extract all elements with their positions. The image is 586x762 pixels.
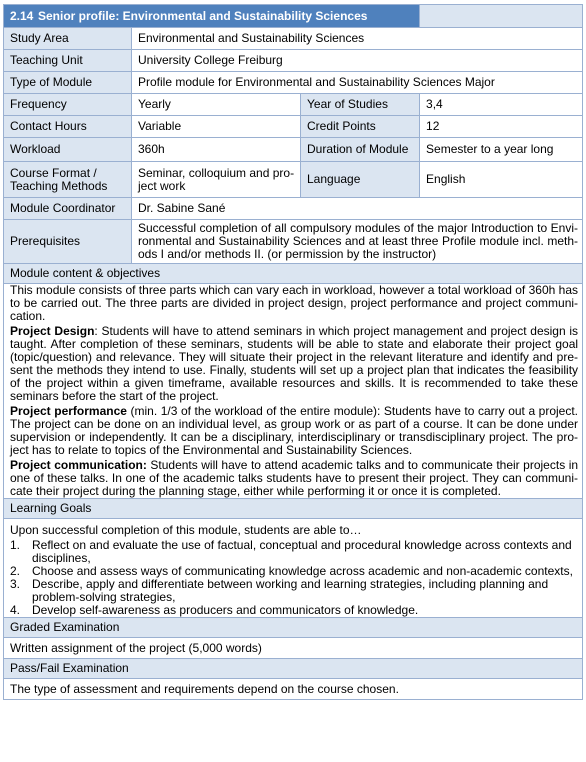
project-design-text: : Students will have to attend seminars in which project management and project design is taught. After completion of these seminars, students will be able to state and elaborate their project goal (topic/question) and relevance. They will situate their project in the relevant literature and identify and pre-sent the methods they intend to use. Finally, students will set up a project plan that indicates the feasibility of the project within a given timeframe, available resources and skills. It is recommended to take these seminars before the start of the project.	[10, 324, 579, 403]
row-goals-body	[4, 519, 583, 618]
row-study-area	[4, 28, 583, 50]
prerequisites-label: Prerequisites	[4, 220, 132, 264]
project-performance-text: (min. 1/3 of the workload of the entire module): Students have to carry out a project. The project can be done on an individual level, as group work or as part of a course. It can be done under supervision or independently. It can be a disciplinary, interdisciplinary or transdisciplinary project. The pro-ject has to relate to topics of the Environmental and Sustainability Sciences.	[10, 404, 579, 457]
prerequisites-value: Successful completion of all compulsory modules of the major Introduction to Envi-ronmental and Sustainability Sciences and at least three Profile module incl. meth-ods I and/or methods II. (or permission by the instructor)	[132, 220, 583, 264]
study-area-label: Study Area	[4, 28, 132, 50]
list-item-text: Describe, apply and differentiate between working and learning strategies, including planning and problem-solving strategies,	[32, 577, 549, 604]
list-item	[10, 604, 578, 617]
teaching-unit-label: Teaching Unit	[4, 50, 132, 72]
row-graded-heading	[4, 618, 583, 638]
row-content-heading	[4, 264, 583, 284]
type-of-module-value: Profile module for Environmental and Sustainability Sciences Major	[132, 72, 583, 94]
year-of-studies-label: Year of Studies	[301, 94, 420, 116]
learning-goals-body	[4, 519, 583, 618]
list-item	[10, 578, 578, 604]
row-type-of-module	[4, 72, 583, 94]
project-performance-title: Project performance	[10, 404, 127, 418]
module-number: 2.14	[10, 8, 34, 23]
header-tail	[420, 5, 583, 28]
content-body	[4, 284, 583, 499]
row-workload	[4, 138, 583, 162]
row-goals-heading	[4, 499, 583, 519]
list-item-text: Choose and assess ways of communicating knowledge across academic and non-academic contexts,	[32, 564, 573, 578]
frequency-label: Frequency	[4, 94, 132, 116]
list-item-text: Develop self-awareness as producers and communicators of knowledge.	[32, 603, 419, 617]
coordinator-label: Module Coordinator	[4, 198, 132, 220]
project-design-title: Project Design	[10, 324, 95, 338]
passfail-exam-text: The type of assessment and requirements depend on the course chosen.	[4, 679, 583, 700]
module-table	[3, 4, 583, 700]
coordinator-value: Dr. Sabine Sané	[132, 198, 583, 220]
row-contact-hours	[4, 116, 583, 138]
list-item-number: 1.	[10, 538, 21, 552]
frequency-value: Yearly	[132, 94, 301, 116]
duration-label: Duration of Module	[301, 138, 420, 162]
row-content-body	[4, 284, 583, 499]
list-item-number: 3.	[10, 577, 21, 591]
teaching-unit-value: University College Freiburg	[132, 50, 583, 72]
row-teaching-unit	[4, 50, 583, 72]
module-header-row	[4, 5, 583, 28]
project-communication-paragraph	[10, 459, 578, 498]
project-performance-paragraph	[10, 405, 578, 457]
project-design-paragraph	[10, 325, 578, 403]
study-area-value: Environmental and Sustainability Sciences	[132, 28, 583, 50]
content-intro: This module consists of three parts which can vary each in workload, however a total workload of 360h has to be carried out. The three parts are divided in project design, project performance and project communi-cation.	[10, 283, 579, 323]
duration-value: Semester to a year long	[420, 138, 583, 162]
list-item	[10, 539, 578, 565]
graded-exam-text: Written assignment of the project (5,000 words)	[4, 638, 583, 659]
list-item-text: Reflect on and evaluate the use of factual, conceptual and procedural knowledge across contexts and disciplines,	[32, 538, 572, 565]
credit-points-value: 12	[420, 116, 583, 138]
learning-goals-list	[10, 539, 578, 617]
project-communication-title: Project communication:	[10, 458, 147, 472]
passfail-exam-heading: Pass/Fail Examination	[4, 659, 583, 679]
module-description	[3, 4, 582, 700]
module-title-text: Senior profile: Environmental and Sustainability Sciences	[38, 8, 368, 23]
credit-points-label: Credit Points	[301, 116, 420, 138]
contact-hours-value: Variable	[132, 116, 301, 138]
language-label: Language	[301, 162, 420, 198]
year-of-studies-value: 3,4	[420, 94, 583, 116]
list-item-number: 2.	[10, 564, 21, 578]
language-value: English	[420, 162, 583, 198]
list-item-number: 4.	[10, 603, 21, 617]
row-coordinator	[4, 198, 583, 220]
row-course-format	[4, 162, 583, 198]
module-title	[4, 5, 420, 28]
course-format-value: Seminar, colloquium and pro-ject work	[132, 162, 301, 198]
workload-value: 360h	[132, 138, 301, 162]
row-prerequisites	[4, 220, 583, 264]
workload-label: Workload	[4, 138, 132, 162]
project-communication-text: Students will have to attend academic talks and to communicate their projects in one of these talks. In one of the academic talks students have to present their project. They can communi-cate their project during the planning stage, either while performing it or once it is completed.	[10, 458, 579, 498]
learning-goals-heading: Learning Goals	[4, 499, 583, 519]
content-heading: Module content & objectives	[4, 264, 583, 284]
contact-hours-label: Contact Hours	[4, 116, 132, 138]
row-graded-body	[4, 638, 583, 659]
type-of-module-label: Type of Module	[4, 72, 132, 94]
course-format-label: Course Format / Teaching Methods	[4, 162, 132, 198]
row-passfail-heading	[4, 659, 583, 679]
row-frequency	[4, 94, 583, 116]
learning-goals-intro: Upon successful completion of this module, students are able to…	[10, 523, 362, 537]
row-passfail-body	[4, 679, 583, 700]
graded-exam-heading: Graded Examination	[4, 618, 583, 638]
